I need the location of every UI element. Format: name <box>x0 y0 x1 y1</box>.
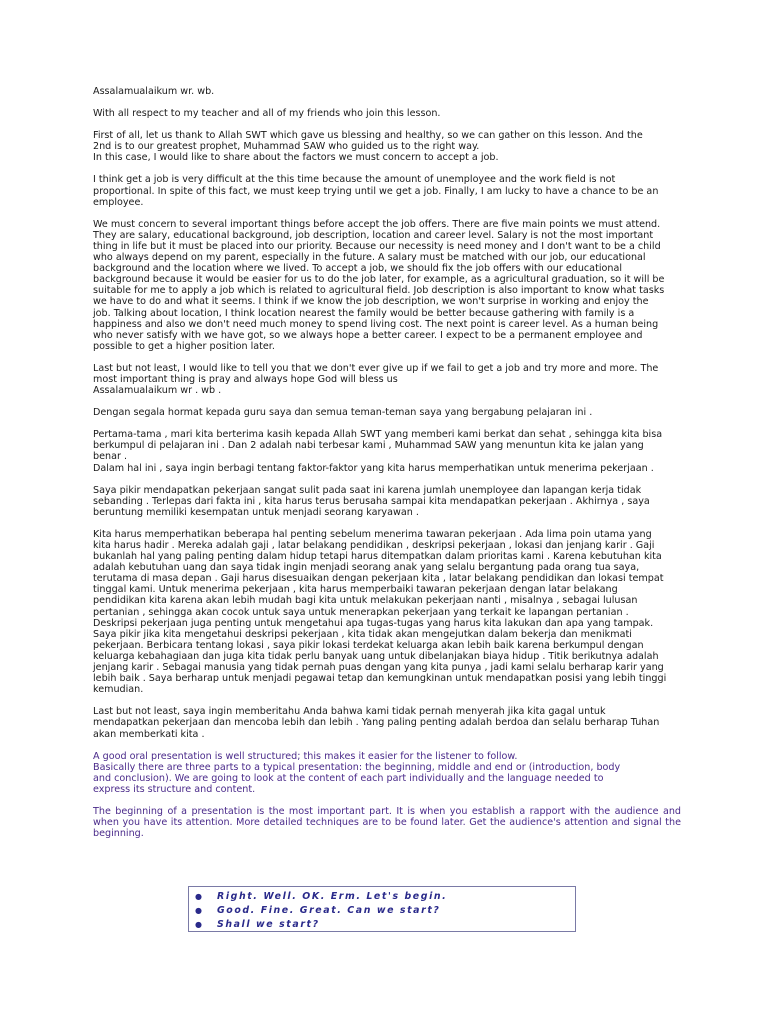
job-factors-en: We must concern to several important things before accept the job offers. There are five main points we must attend. They are salary, educational background, job description, location and career level. Salary is not the most important thing in life but it must be placed into our priority. Because our necessity is need money and I don't want to be a child who always depend on my parent, especially in the future. A salary must be matched with our job, our educational background and the location where we lived. To accept a job, we should fix the job offers with our educational background because it would be easier for us to do the job later, for example, as a agricultural graduation, so it will be suitable for me to apply a job which is related to agricultural field. Job description is also important to know what tasks we have to do and what it seems. I think if we know the job description, we won't surprise in working and enjoy the job. Talking about location, I think location nearest the family would be better because gathering with family is a happiness and also we don't need much money to spend living cost. The next point is career level. As a human being who never satisfy with we have got, so we always hope a better career. I expect to be a permanent employee and possible to get a higher position later. <box>93 218 665 352</box>
phrase-text: Right. Well. OK. Erm. Let's begin. <box>217 891 448 902</box>
job-factors-id: Kita harus memperhatikan beberapa hal penting sebelum menerima tawaran pekerjaan . Ada lima poin utama yang kita harus hadir . Mereka adalah gaji , latar belakang pendidikan , deskripsi pekerjaan , lokasi dan jenjang karir . Gaji bukanlah hal yang paling penting dalam hidup tetapi harus ditempatkan dalam prioritas kami . Karena kebutuhan kita adalah kebutuhan uang dan saya tidak ingin menjadi seorang anak yang selalu bergantung pada orang tua saya, terutama di masa depan . Gaji harus disesuaikan dengan pekerjaan kita , latar belakang pendidikan dan lokasi tempat tinggal kami. Untuk menerima pekerjaan , kita harus memperbaiki tawaran pekerjaan dengan latar belakang pendidikan kita karena akan lebih mudah bagi kita untuk melakukan pekerjaan nanti , misalnya , sebagai lulusan pertanian , sehingga akan cocok untuk saya untuk menerapkan pekerjaan yang terkait ke lapangan pertanian . Deskripsi pekerjaan juga penting untuk mengetahui apa tugas-tugas yang harus kita lakukan dan apa yang tampak. Saya pikir jika kita mengetahui deskripsi pekerjaan , kita tidak akan mengejutkan dalam bekerja dan menikmati pekerjaan. Berbicara tentang lokasi , saya pikir lokasi terdekat keluarga akan lebih baik karena berkumpul dengan keluarga kebahagiaan dan juga kita tidak perlu banyak uang untuk dibelanjakan biaya hidup . Titik berikutnya adalah jenjang karir . Sebagai manusia yang tidak pernah puas dengan yang kita punya , jadi kami selalu berharap karir yang lebih baik . Saya berharap untuk menjadi pegawai tetap dan kemungkinan untuk mendapatkan posisi yang lebih tinggi kemudian. <box>93 528 667 696</box>
closing-en: Last but not least, I would like to tell you that we don't ever give up if we fail to get a job and try more and more. The most important thing is pray and always hope God will bless us Assalamualaikum wr . wb . <box>93 362 659 397</box>
phrase-item <box>195 904 575 918</box>
greeting-en: Assalamualaikum wr. wb. <box>93 86 215 97</box>
job-difficulty-id: Saya pikir mendapatkan pekerjaan sangat sulit pada saat ini karena jumlah unemployee dan lapangan kerja tidak sebanding . Terlepas dari fakta ini , kita harus terus berusaha sampai kita mendapatkan pekerjaan . Akhirnya , saya beruntung memiliki kesempatan untuk menjadi seorang karyawan . <box>93 484 650 518</box>
thanks-en: First of all, let us thank to Allah SWT which gave us blessing and healthy, so we can gather on this lesson. And the 2nd is to our greatest prophet, Muhammad SAW who guided us to the right way. In this case, I would like to share about the factors we must concern to accept a job. <box>93 130 643 164</box>
phrase-item <box>195 918 575 932</box>
presentation-intro: A good oral presentation is well structured; this makes it easier for the listener to follow. Basically there are three parts to a typical presentation: the beginning, middle and end or (introduction, body and conclusion). We are going to look at the content of each part individually and the language needed to express its structure and content. <box>93 750 621 795</box>
respect-id: Dengan segala hormat kepada guru saya dan semua teman-teman saya yang bergabung pelajaran ini . <box>93 407 593 419</box>
phrase-text: Shall we start? <box>217 919 320 930</box>
phrase-item <box>195 890 575 904</box>
bullet-icon: ● <box>195 892 202 901</box>
thanks-id: Pertama-tama , mari kita berterima kasih kepada Allah SWT yang memberi kami berkat dan sehat , sehingga kita bisa berkumpul di pelajaran ini . Dan 2 adalah nabi terbesar kami , Muhammad SAW yang menuntun kita ke jalan yang benar . Dalam hal ini , saya ingin berbagi tentang faktor-faktor yang kita harus memperhatikan untuk menerima pekerjaan . <box>93 429 663 474</box>
phrase-text: Good. Fine. Great. Can we start? <box>217 905 441 916</box>
job-difficulty-en: I think get a job is very difficult at the this time because the amount of unemployee and the work field is not proportional. In spite of this fact, we must keep trying until we get a job. Finally, I am lucky to have a chance to be an employee. <box>93 174 659 208</box>
phrase-box <box>188 886 576 932</box>
presentation-beginning: The beginning of a presentation is the most important part. It is when you establish a rapport with the audience and when you have its attention. More detailed techniques are to be found later. Get the audience's attention and signal the beginning. <box>93 805 685 840</box>
bullet-icon: ● <box>195 906 202 915</box>
closing-id: Last but not least, saya ingin memberitahu Anda bahwa kami tidak pernah menyerah jika kita gagal untuk mendapatkan pekerjaan dan mencoba lebih dan lebih . Yang paling penting adalah berdoa dan selalu berharap Tuhan akan memberkati kita . <box>93 706 660 740</box>
bullet-icon: ● <box>195 920 202 929</box>
respect-en: With all respect to my teacher and all of my friends who join this lesson. <box>93 108 441 120</box>
document-body <box>93 86 685 840</box>
